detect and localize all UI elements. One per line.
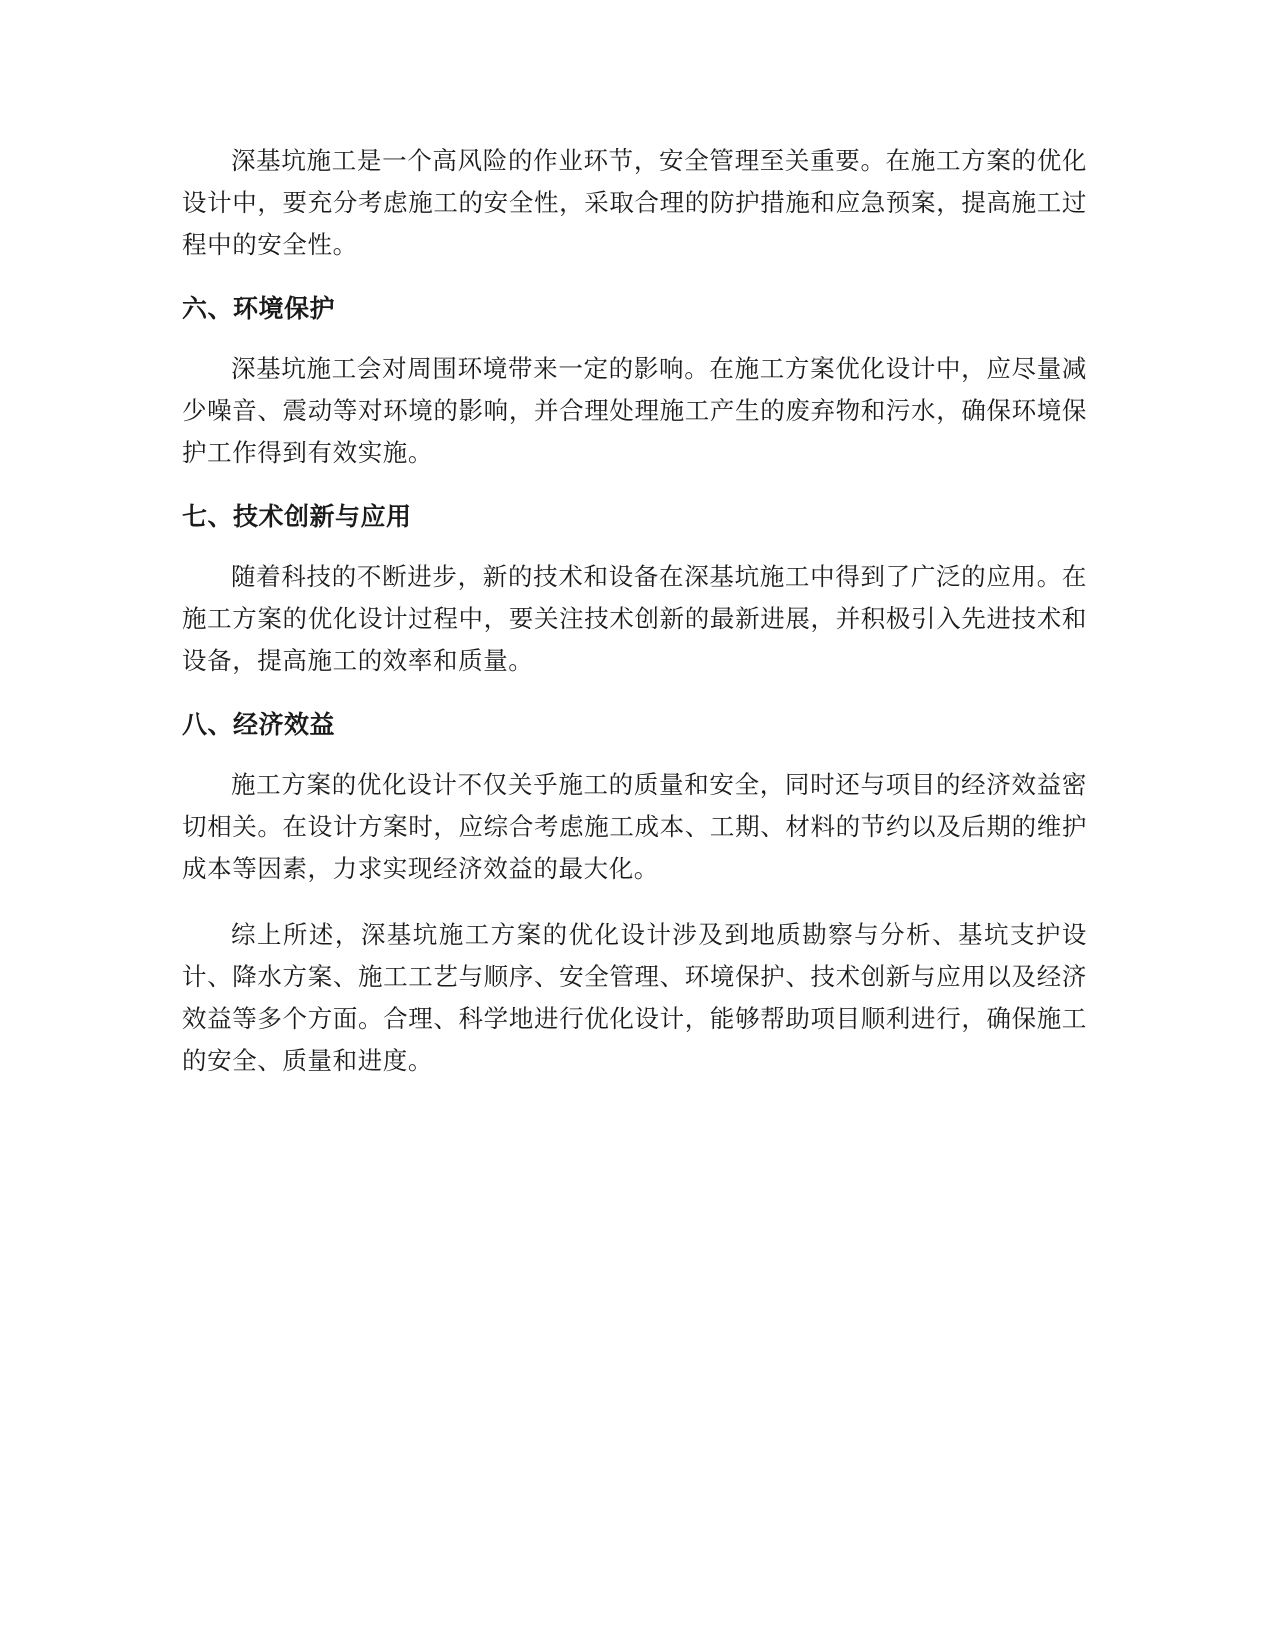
paragraph-safety-management: 深基坑施工是一个高风险的作业环节，安全管理至关重要。在施工方案的优化设计中，要充分考虑施工的安全性，采取合理的防护措施和应急预案，提高施工过程中的安全性。	[182, 146, 1087, 259]
paragraph-conclusion: 综上所述，深基坑施工方案的优化设计涉及到地质勘察与分析、基坑支护设计、降水方案、施工工艺与顺序、安全管理、环境保护、技术创新与应用以及经济效益等多个方面。合理、科学地进行优化设计，能够帮助项目顺利进行，确保施工的安全、质量和进度。	[182, 920, 1087, 1075]
heading-economic-benefits: 八、经济效益	[182, 710, 336, 739]
heading-technology-innovation: 七、技术创新与应用	[182, 502, 412, 531]
paragraph-economic-benefits: 施工方案的优化设计不仅关乎施工的质量和安全，同时还与项目的经济效益密切相关。在设计方案时，应综合考虑施工成本、工期、材料的节约以及后期的维护成本等因素，力求实现经济效益的最大化。	[182, 770, 1087, 883]
document-page	[182, 140, 1087, 1106]
paragraph-environmental-protection: 深基坑施工会对周围环境带来一定的影响。在施工方案优化设计中，应尽量减少噪音、震动等对环境的影响，并合理处理施工产生的废弃物和污水，确保环境保护工作得到有效实施。	[182, 354, 1087, 467]
paragraph-technology-innovation: 随着科技的不断进步，新的技术和设备在深基坑施工中得到了广泛的应用。在施工方案的优化设计过程中，要关注技术创新的最新进展，并积极引入先进技术和设备，提高施工的效率和质量。	[182, 562, 1087, 675]
heading-environmental-protection: 六、环境保护	[182, 294, 336, 323]
